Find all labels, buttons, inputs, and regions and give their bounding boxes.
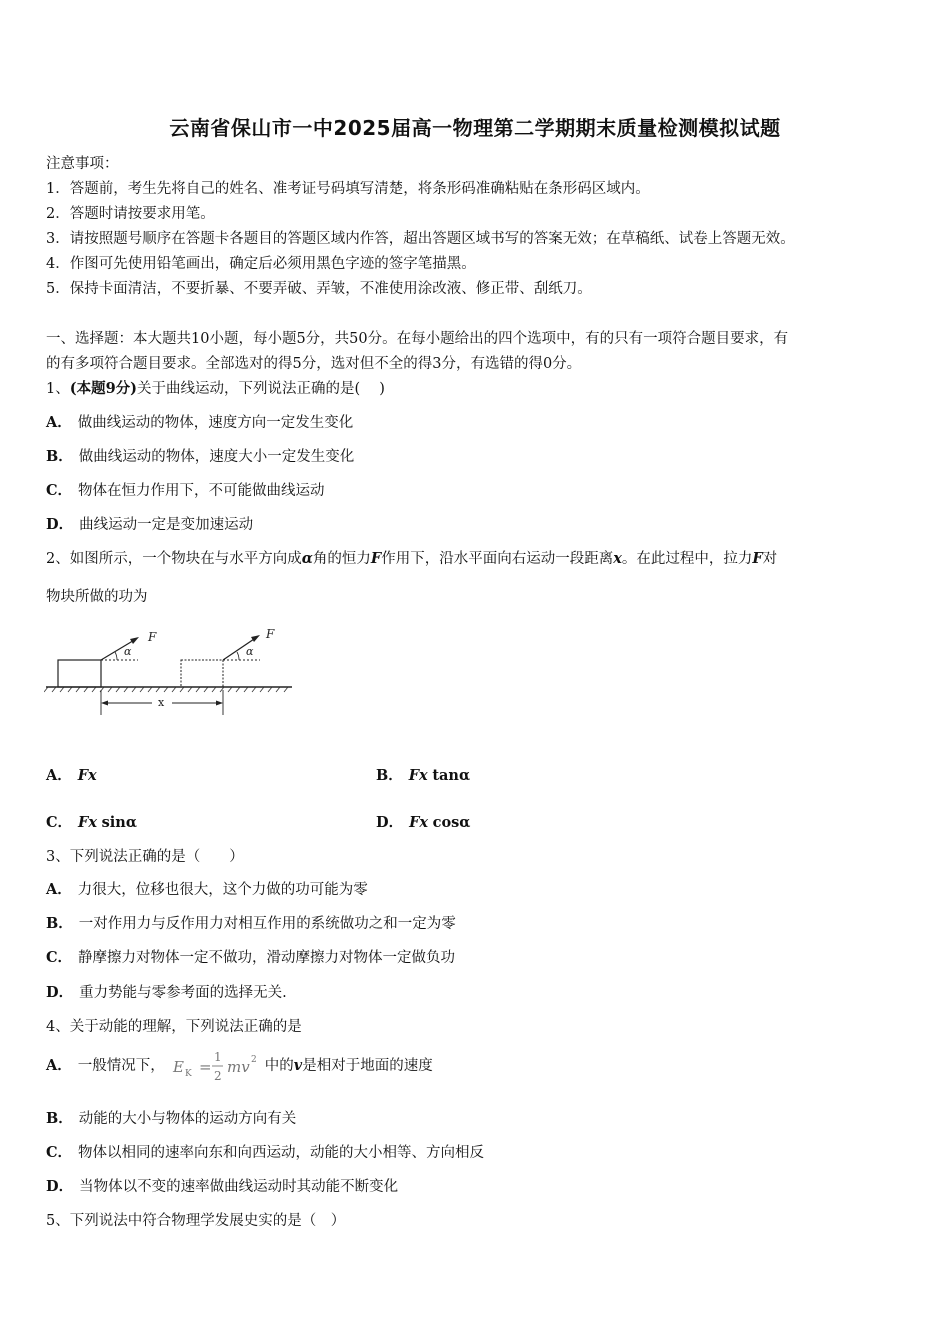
symbol-distance: x	[613, 550, 622, 567]
question-text: 作用下，沿水平面向右运动一段距离	[381, 551, 614, 567]
block-final	[181, 660, 223, 687]
question-1-option-a[interactable]	[46, 411, 353, 432]
notice-item: 4．作图可先使用铅笔画出，确定后必须用黑色字迹的签字笔描黑。	[46, 256, 476, 272]
question-text: 关于曲线运动，下列说法正确的是( )	[137, 381, 385, 397]
option-trig: sinα	[101, 814, 137, 831]
formula-superscript: 2	[250, 1055, 257, 1065]
force-label: F	[266, 627, 275, 641]
notice-heading: 注意事项：	[46, 156, 119, 172]
block-initial	[58, 660, 101, 687]
question-4-option-b[interactable]	[46, 1107, 296, 1128]
question-1-option-c[interactable]	[46, 479, 325, 500]
section-instructions-line2: 的有多项符合题目要求。全部选对的得5分，选对但不全的得3分，有选错的得0分。	[46, 356, 582, 372]
option-label: B．	[46, 1110, 73, 1127]
formula-denominator: 2	[213, 1069, 222, 1083]
option-expression: Fx	[78, 814, 97, 831]
option-expression: Fx	[77, 767, 97, 784]
angle-arc	[115, 652, 117, 660]
angle-label: α	[246, 645, 254, 658]
question-3-option-c[interactable]	[46, 946, 455, 967]
question-1-stem	[46, 377, 385, 398]
notice-item: 5．保持卡面清洁，不要折暴、不要弄破、弄皱，不准使用涂改液、修正带、刮纸刀。	[46, 281, 592, 297]
question-text: 。在此过程中，拉力	[621, 551, 753, 567]
option-label: B．	[46, 448, 73, 465]
question-4-option-d[interactable]	[46, 1175, 398, 1196]
angle-arc	[237, 652, 239, 660]
option-text: 物体在恒力作用下，不可能做曲线运动	[78, 483, 325, 499]
kinetic-energy-formula	[169, 1046, 261, 1086]
question-text: 对	[762, 551, 778, 567]
option-label: D．	[46, 1178, 74, 1195]
option-text: 一般情况下，	[77, 1058, 165, 1074]
question-2-option-d[interactable]	[376, 811, 470, 832]
option-label: A．	[46, 1057, 72, 1074]
question-number: 1、	[46, 381, 70, 397]
distance-label: x	[158, 696, 165, 709]
option-label: A．	[46, 881, 72, 898]
arrow-head	[216, 701, 223, 706]
option-label: D．	[46, 516, 74, 533]
arrow-head	[130, 637, 139, 644]
option-label: A．	[46, 414, 72, 431]
arrow-head	[251, 635, 260, 642]
option-label: D．	[46, 984, 74, 1001]
option-text: 当物体以不变的速率做曲线运动时其动能不断变化	[79, 1179, 399, 1195]
option-text: 动能的大小与物体的运动方向有关	[78, 1111, 297, 1127]
option-text: 是相对于地面的速度	[302, 1058, 433, 1074]
formula-numerator: 1	[213, 1050, 222, 1064]
option-text: 一对作用力与反作用力对相互作用的系统做功之和一定为零	[78, 916, 456, 932]
option-label: B．	[376, 767, 403, 784]
question-3-stem: 3、下列说法正确的是（ ）	[46, 849, 244, 865]
question-text: 角的恒力	[312, 551, 371, 567]
option-label: C．	[46, 814, 73, 831]
question-2-option-a[interactable]	[46, 764, 97, 785]
option-text: 做曲线运动的物体，速度大小一定发生变化	[78, 449, 355, 465]
option-text: 重力势能与零参考面的选择无关.	[79, 985, 287, 1001]
question-5-stem: 5、下列说法中符合物理学发展史实的是（ ）	[46, 1213, 346, 1229]
option-label: D．	[376, 814, 404, 831]
question-3-option-a[interactable]	[46, 878, 368, 899]
symbol-force: F	[752, 550, 763, 567]
formula-equals: =	[198, 1058, 212, 1076]
symbol-alpha: α	[301, 550, 313, 567]
question-text: 2、如图所示，一个物块在与水平方向成	[46, 551, 302, 567]
arrow-head	[101, 701, 108, 706]
question-2-option-c[interactable]	[46, 811, 137, 832]
question-1-option-d[interactable]	[46, 513, 253, 534]
symbol-velocity: v	[293, 1057, 303, 1074]
option-text: 中的	[264, 1058, 294, 1074]
force-label: F	[148, 630, 157, 644]
option-trig: cosα	[432, 814, 471, 831]
option-text: 力很大，位移也很大，这个力做的功可能为零	[77, 882, 368, 898]
option-label: C．	[46, 1144, 73, 1161]
option-text: 物体以相同的速率向东和向西运动，动能的大小相等、方向相反	[78, 1145, 485, 1161]
formula-subscript: K	[184, 1069, 192, 1079]
notice-item: 1．答题前，考生先将自己的姓名、准考证号码填写清楚，将条形码准确粘贴在条形码区域内。	[46, 181, 650, 197]
option-label: A．	[46, 767, 72, 784]
option-label: B．	[46, 915, 73, 932]
angle-label: α	[124, 645, 132, 658]
option-trig: tanα	[432, 767, 471, 784]
question-1-option-b[interactable]	[46, 445, 354, 466]
section-instructions-line1: 一、选择题：本大题共10小题，每小题5分，共50分。在每小题给出的四个选项中，有的只有一项符合题目要求，有	[46, 331, 789, 347]
formula-lhs: E	[172, 1058, 184, 1076]
notice-item: 3．请按照题号顺序在答题卡各题目的答题区域内作答，超出答题区域书写的答案无效；在草稿纸、试卷上答题无效。	[46, 231, 795, 247]
page-title: 云南省保山市一中2025届高一物理第二学期期末质量检测模拟试题	[169, 116, 781, 140]
question-score: (本题9分)	[69, 380, 138, 397]
question-4-option-c[interactable]	[46, 1141, 484, 1162]
option-text: 静摩擦力对物体一定不做功，滑动摩擦力对物体一定做负功	[78, 950, 456, 966]
symbol-force: F	[370, 550, 382, 567]
option-expression: Fx	[409, 814, 429, 831]
question-4-option-a[interactable]	[46, 1046, 433, 1086]
question-2-option-b[interactable]	[376, 764, 470, 785]
question-2-stem-line1	[46, 547, 777, 568]
question-3-option-d[interactable]	[46, 981, 287, 1002]
question-2-stem-line2: 物块所做的功为	[46, 589, 148, 605]
option-text: 曲线运动一定是变加速运动	[79, 517, 254, 533]
question-3-option-b[interactable]	[46, 912, 456, 933]
option-expression: Fx	[408, 767, 428, 784]
option-label: C．	[46, 949, 73, 966]
question-4-stem: 4、关于动能的理解，下列说法正确的是	[46, 1019, 302, 1035]
formula-rhs: mv	[226, 1058, 250, 1076]
option-text: 做曲线运动的物体，速度方向一定发生变化	[77, 415, 354, 431]
force-diagram	[44, 620, 296, 720]
notice-item: 2．答题时请按要求用笔。	[46, 206, 215, 222]
option-label: C．	[46, 482, 73, 499]
